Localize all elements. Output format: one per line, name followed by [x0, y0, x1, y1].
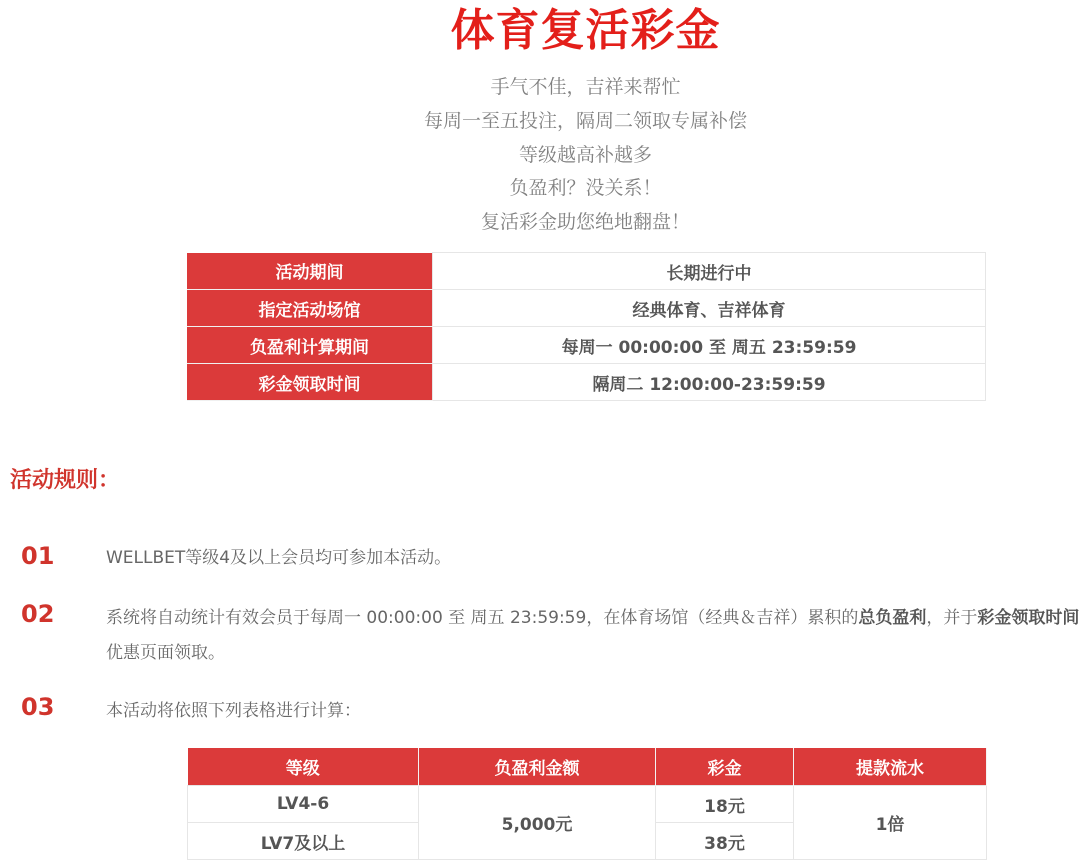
- rate-bonus-cell: 38元: [656, 823, 794, 860]
- rules-heading: 活动规则：: [10, 468, 121, 493]
- rule-02-bold-total-loss: 总负盈利: [858, 608, 927, 628]
- info-value-period: 长期进行中: [433, 253, 986, 290]
- rule-number-01: 01: [21, 542, 55, 570]
- rule-text-02: [106, 601, 1085, 671]
- rule-number-02: 02: [21, 600, 55, 628]
- rate-turnover-cell: 1倍: [794, 786, 987, 860]
- rate-header-level: 等级: [188, 748, 419, 786]
- table-row: [188, 786, 987, 823]
- subtitle-line-4: 负盈利？没关系！: [509, 177, 662, 199]
- rate-table-header-row: [188, 748, 987, 786]
- rate-header-loss-amount: 负盈利金额: [419, 748, 656, 786]
- subtitle-line-2: 每周一至五投注，隔周二领取专属补偿: [423, 110, 747, 132]
- info-value-calculation: 每周一 00:00:00 至 周五 23:59:59: [433, 327, 986, 364]
- rule-02-line2: 优惠页面领取。: [106, 643, 225, 663]
- rule-02-text-part1: 系统将自动统计有效会员于每周一 00:00:00 至 周五 23:59:59，在体育场馆（经典＆吉祥）累积的: [106, 608, 859, 628]
- info-label-calculation: 负盈利计算期间: [187, 327, 433, 364]
- subtitle-line-3: 等级越高补越多: [518, 144, 652, 166]
- info-row-period: [187, 253, 986, 290]
- rate-bonus-cell: 18元: [656, 786, 794, 823]
- page-title: 体育复活彩金: [450, 5, 721, 56]
- rate-header-turnover: 提款流水: [794, 748, 987, 786]
- rate-level-cell: LV4-6: [188, 786, 419, 823]
- rule-02-bold-claim-time: 彩金领取时间: [977, 608, 1080, 628]
- rate-level-cell: LV7及以上: [188, 823, 419, 860]
- subtitle-line-5: 复活彩金助您绝地翻盘！: [480, 211, 690, 233]
- rate-header-bonus: 彩金: [656, 748, 794, 786]
- info-label-claim-time: 彩金领取时间: [187, 364, 433, 401]
- rule-text-01: WELLBET等级4及以上会员均可参加本活动。: [106, 548, 452, 568]
- info-row-venue: [187, 290, 986, 327]
- activity-info-table: [187, 252, 986, 401]
- info-value-venue: 经典体育、吉祥体育: [433, 290, 986, 327]
- info-value-claim-time: 隔周二 12:00:00-23:59:59: [433, 364, 986, 401]
- rule-02-text-part2: ，并于: [926, 608, 978, 628]
- rule-number-03: 03: [21, 693, 55, 721]
- info-label-venue: 指定活动场馆: [187, 290, 433, 327]
- info-label-period: 活动期间: [187, 253, 433, 290]
- info-row-calculation: [187, 327, 986, 364]
- rule-text-03: 本活动将依照下列表格进行计算：: [106, 701, 361, 721]
- rate-loss-amount-cell: 5,000元: [419, 786, 656, 860]
- info-row-claim-time: [187, 364, 986, 401]
- bonus-rate-table: [187, 748, 987, 860]
- subtitle-line-1: 手气不佳，吉祥来帮忙: [490, 76, 681, 98]
